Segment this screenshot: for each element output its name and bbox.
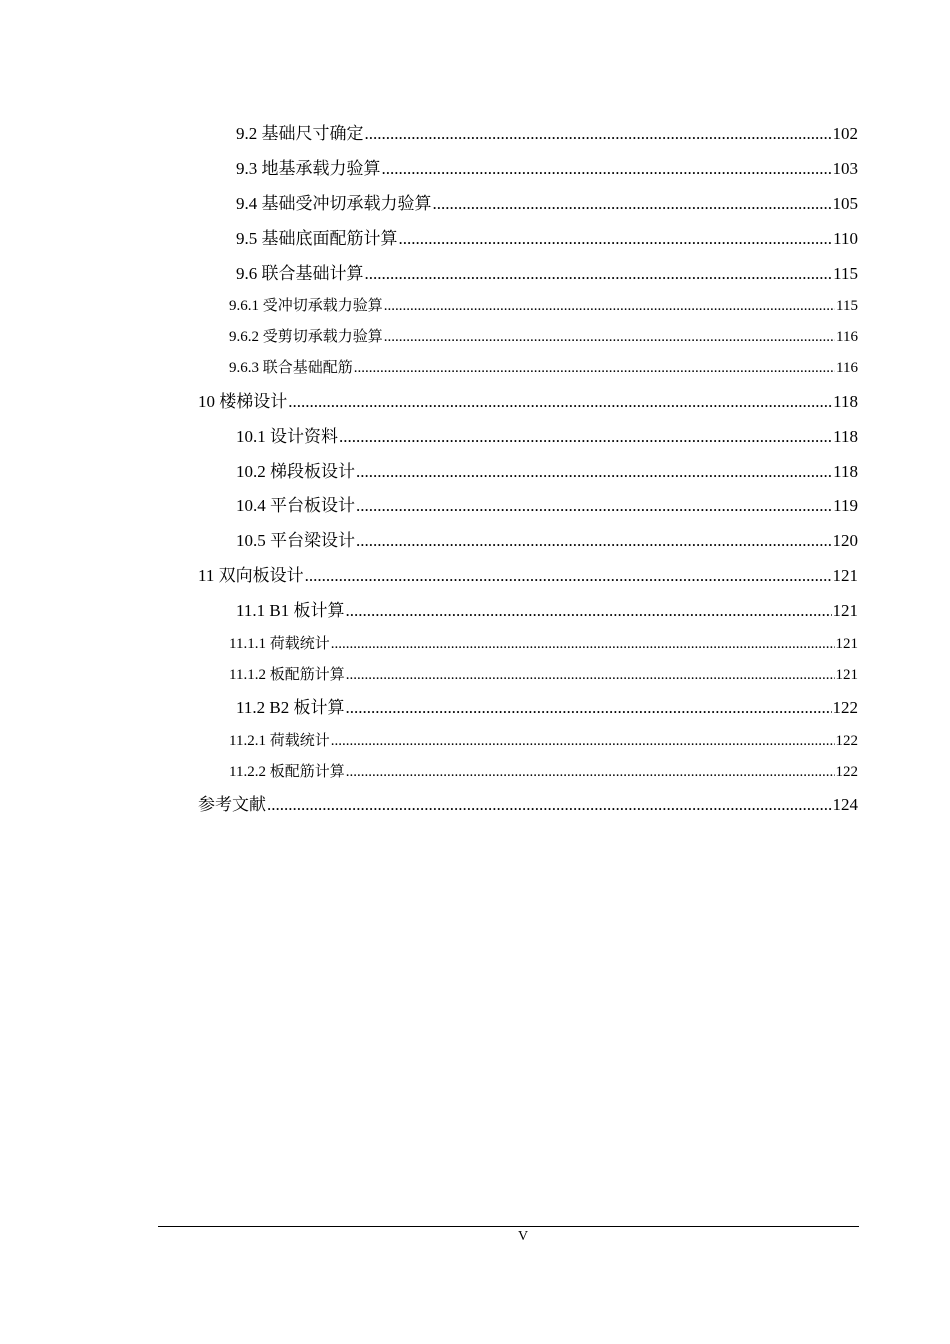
toc-entry[interactable] (229, 325, 858, 346)
toc-dot-leader (345, 601, 831, 621)
toc-entry-label: 11 双向板设计 (198, 566, 304, 585)
toc-entry-page: 116 (836, 329, 858, 345)
toc-entry[interactable] (198, 561, 858, 586)
toc-entry-label: 10 楼梯设计 (198, 392, 288, 411)
toc-dot-leader (345, 698, 831, 718)
toc-entry-page: 110 (833, 229, 858, 248)
toc-entry[interactable] (229, 663, 858, 684)
toc-entry-label: 9.5 基础底面配筋计算 (236, 229, 398, 248)
toc-dot-leader (288, 392, 832, 412)
toc-entry[interactable] (236, 224, 858, 249)
toc-entry[interactable] (229, 356, 858, 377)
footer-divider (158, 1226, 859, 1227)
toc-dot-leader (305, 566, 832, 586)
toc-entry-label: 9.2 基础尺寸确定 (236, 124, 364, 143)
toc-dot-leader (356, 462, 832, 482)
toc-dot-leader (331, 733, 835, 750)
toc-entry-label: 11.1.2 板配筋计算 (229, 667, 345, 683)
toc-entry-page: 121 (832, 601, 858, 620)
toc-dot-leader (433, 194, 832, 214)
toc-entry-page: 118 (833, 427, 858, 446)
toc-entry-label: 9.3 地基承载力验算 (236, 159, 381, 178)
toc-entry[interactable] (198, 790, 858, 815)
toc-entry-page: 115 (836, 298, 858, 314)
toc-entry-page: 121 (835, 636, 858, 652)
toc-entry-label: 9.6.2 受剪切承载力验算 (229, 329, 383, 345)
toc-dot-leader (356, 531, 832, 551)
toc-entry-page: 116 (836, 360, 858, 376)
toc-entry-page: 118 (833, 392, 858, 411)
toc-entry-page: 121 (835, 667, 858, 683)
toc-dot-leader (399, 229, 833, 249)
toc-entry[interactable] (236, 119, 858, 144)
toc-entry-page: 122 (835, 733, 858, 749)
toc-entry-label: 9.6 联合基础计算 (236, 264, 364, 283)
toc-entry-page: 120 (832, 531, 858, 550)
toc-entry[interactable] (229, 729, 858, 750)
toc-entry-label: 9.6.1 受冲切承载力验算 (229, 298, 383, 314)
toc-entry-label: 10.1 设计资料 (236, 427, 338, 446)
toc-dot-leader (384, 329, 835, 346)
toc-dot-leader (267, 795, 832, 815)
toc-entry-label: 11.1 B1 板计算 (236, 601, 345, 620)
toc-entry-label: 11.2.2 板配筋计算 (229, 764, 345, 780)
toc-entry-label: 10.5 平台梁设计 (236, 531, 355, 550)
toc-entry-label: 9.6.3 联合基础配筋 (229, 360, 353, 376)
toc-entry-label: 10.4 平台板设计 (236, 496, 355, 515)
toc-entry[interactable] (236, 154, 858, 179)
toc-entry[interactable] (229, 760, 858, 781)
toc-dot-leader (346, 764, 835, 781)
page-number: V (517, 1229, 529, 1244)
toc-dot-leader (346, 667, 835, 684)
toc-entry[interactable] (236, 693, 858, 718)
toc-entry-label: 11.2 B2 板计算 (236, 698, 345, 717)
toc-entry[interactable] (236, 457, 858, 482)
toc-dot-leader (365, 264, 833, 284)
toc-entry-label: 参考文献 (198, 795, 266, 814)
toc-entry[interactable] (236, 189, 858, 214)
toc-entry[interactable] (236, 491, 858, 516)
toc-entry[interactable] (229, 294, 858, 315)
toc-dot-leader (354, 360, 835, 377)
toc-dot-leader (356, 496, 832, 516)
toc-entry-page: 122 (835, 764, 858, 780)
toc-entry-page: 124 (832, 795, 858, 814)
toc-entry-label: 10.2 梯段板设计 (236, 462, 355, 481)
toc-entry-page: 119 (833, 496, 858, 515)
toc-entry[interactable] (236, 422, 858, 447)
toc-entry-label: 11.1.1 荷载统计 (229, 636, 330, 652)
toc-entry-page: 122 (832, 698, 858, 717)
toc-dot-leader (339, 427, 832, 447)
toc-entry-page: 118 (833, 462, 858, 481)
toc-dot-leader (331, 636, 835, 653)
toc-dot-leader (382, 159, 832, 179)
toc-entry-page: 115 (833, 264, 858, 283)
toc-entry[interactable] (198, 387, 858, 412)
toc-entry-label: 9.4 基础受冲切承载力验算 (236, 194, 432, 213)
toc-entry-page: 105 (832, 194, 858, 213)
toc-entry-page: 103 (832, 159, 858, 178)
toc-entry[interactable] (236, 596, 858, 621)
toc-dot-leader (384, 298, 835, 315)
toc-entry-page: 121 (832, 566, 858, 585)
toc-dot-leader (365, 124, 832, 144)
toc-entry[interactable] (236, 259, 858, 284)
toc-entry-label: 11.2.1 荷载统计 (229, 733, 330, 749)
toc-entry[interactable] (236, 526, 858, 551)
toc-entry-page: 102 (832, 124, 858, 143)
toc-entry[interactable] (229, 632, 858, 653)
